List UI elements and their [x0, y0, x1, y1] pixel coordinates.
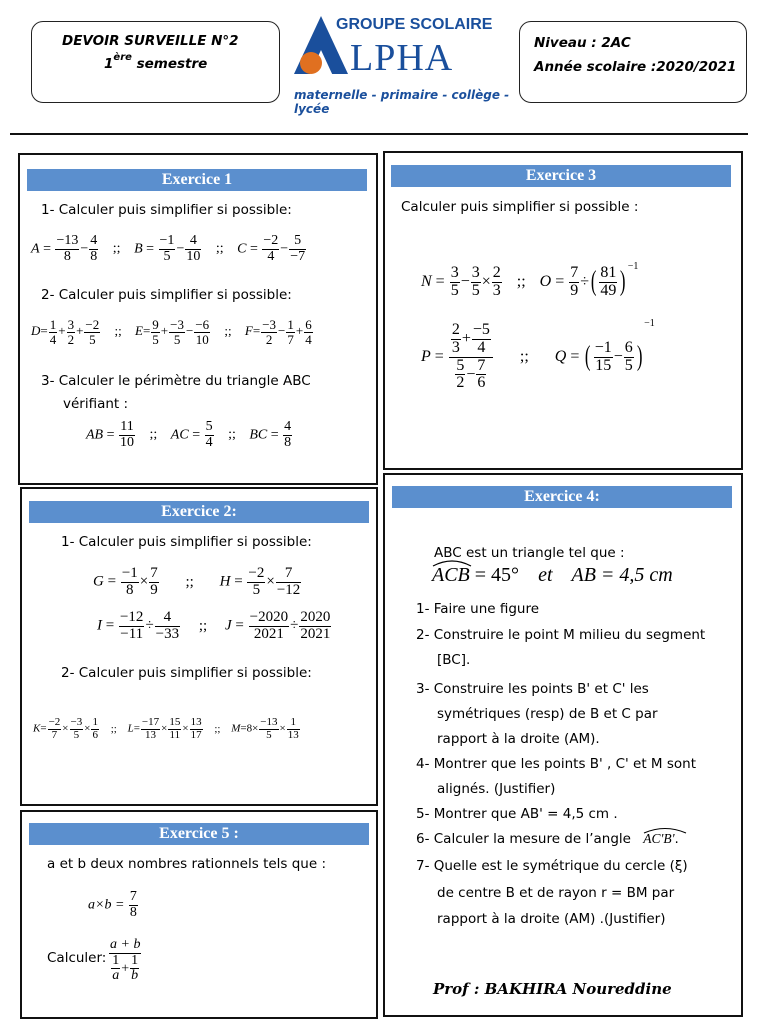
ex4-item-2b: [BC]. — [437, 652, 471, 668]
ex2-q1: 1- Calculer puis simplifier si possible: — [61, 534, 312, 550]
exercise-4-title: Exercice 4: — [392, 486, 732, 508]
ex4-given: ACB = 45° et AB = 4,5 cm — [432, 564, 673, 587]
header-divider — [10, 133, 748, 135]
ex1-row-sides: AB = $\frac{11}{10}$ ;; AC = $\frac{5}{4}$ ;; BC = $\frac{4}{8}$ — [86, 419, 292, 450]
header-left-box — [31, 21, 280, 103]
ex1-q2: 2- Calculer puis simplifier si possible: — [41, 287, 292, 303]
ex4-item-7: 7- Quelle est le symétrique du cercle (ξ) — [416, 858, 688, 874]
ex2-q2: 2- Calculer puis simplifier si possible: — [61, 665, 312, 681]
header-annee: Année scolaire :2020/2021 — [534, 59, 737, 75]
angle-hat-icon-2 — [643, 827, 687, 834]
ex1-row-def: D= $\frac{1}{4}$ + $\frac{3}{2}$ + $\frac{-2}{5}$ ;; E= $\frac{9}{5}$ + $\frac{-3}{5}$ − $\frac{-6}{10}$ ;; F= $\frac{-3}{2}$ − $\frac{1}{7}$ + $\frac{6}{4}$ — [31, 317, 312, 347]
ex2-row-gh: G = $\frac{-1}{8}$ × $\frac{7}{9}$ ;; H = $\frac{-2}{5}$ × $\frac{7}{-12}$ — [93, 565, 301, 598]
ex5-expression: a + b $\frac{1}{a}$ + $\frac{1}{b}$ — [110, 937, 141, 984]
ex2-row-klm: K= $\frac{-2}{7}$ × $\frac{-3}{5}$ × $\frac{1}{6}$ ;; L= $\frac{-17}{13}$ × $\frac{15}{11}$ × $\frac{13}{17}$ ;; M=8× $\frac{-13}{5}$ × $\frac{1}{13}$ — [33, 716, 299, 741]
exercise-2-title: Exercice 2: — [29, 501, 369, 523]
ex3-row-no: N = $\frac{3}{5}$ − $\frac{3}{5}$ × $\frac{2}{3}$ ;; O = $\frac{7}{9}$ ÷( $\frac{81}{49}$ ) $^{-1}$ — [421, 261, 639, 299]
exercise-5-title: Exercice 5 : — [29, 823, 369, 845]
ex4-item-6: 6- Calculer la mesure de l’angle AC'B' . — [416, 831, 679, 847]
header-right-box — [519, 21, 747, 103]
header-niveau: Niveau : 2AC — [534, 35, 631, 51]
ex4-item-7c: rapport à la droite (AM) .(Justifier) — [437, 911, 666, 927]
ex4-intro: ABC est un triangle tel que : — [434, 545, 625, 561]
header-semester: 1ère semestre — [104, 52, 208, 72]
ex1-q3-line1: 3- Calculer le périmètre du triangle ABC — [41, 373, 311, 389]
school-logo — [292, 12, 512, 116]
logo-name: LPHA — [350, 37, 454, 79]
exercise-3-title: Exercice 3 — [391, 165, 731, 187]
ex5-calc-label: Calculer: — [47, 950, 107, 966]
ex1-q3-line2: vérifiant : — [63, 396, 129, 412]
ex4-item-2: 2- Construire le point M milieu du segment — [416, 627, 706, 643]
ex4-item-3b: symétriques (resp) de B et C par — [437, 706, 658, 722]
header-title: DEVOIR SURVEILLE N°2 — [62, 33, 239, 49]
logo-dot — [300, 52, 322, 74]
ex3-row-pq: P = $\frac{2}{3}$ + $\frac{-5}{4}$ $\frac{5}{2}$ − $\frac{7}{6}$ ;; Q = ( $\frac{-1}{15}$ − $\frac{6}{5}$ )$^{-1}$ — [421, 318, 655, 392]
logo-top-text: GROUPE SCOLAIRE — [336, 16, 493, 33]
teacher-signature: Prof : BAKHIRA Noureddine — [433, 980, 672, 998]
ex2-row-ij: I = $\frac{-12}{-11}$ ÷ $\frac{4}{-33}$ ;; J = $\frac{-2020}{2021}$ ÷ $\frac{2020}{2021}$ — [97, 609, 331, 642]
ex4-item-4b: alignés. (Justifier) — [437, 781, 556, 797]
ex4-item-3c: rapport à la droite (AM). — [437, 731, 600, 747]
ex1-row-abc: A = $\frac{-13}{8}$ − $\frac{4}{8}$ ;; B = $\frac{-1}{5}$ − $\frac{4}{10}$ ;; C = $\frac{-2}{4}$ − $\frac{5}{-7}$ — [31, 233, 306, 264]
ex5-product: a×b = $\frac{7}{8}$ — [88, 889, 137, 920]
ex4-item-7b: de centre B et de rayon r = BM par — [437, 885, 675, 901]
ex3-intro: Calculer puis simplifier si possible : — [401, 199, 639, 215]
angle-hat-icon — [432, 559, 472, 567]
ex4-item-3: 3- Construire les points B' et C' les — [416, 681, 649, 697]
ex4-item-1: 1- Faire une figure — [416, 601, 540, 617]
ex5-intro: a et b deux nombres rationnels tels que : — [47, 856, 327, 872]
ex4-item-5: 5- Montrer que AB' = 4,5 cm . — [416, 806, 618, 822]
logo-tagline: maternelle - primaire - collège - lycée — [294, 88, 510, 116]
ex1-q1: 1- Calculer puis simplifier si possible: — [41, 202, 292, 218]
exercise-1-title: Exercice 1 — [27, 169, 367, 191]
ex4-item-4: 4- Montrer que les points B' , C' et M sont — [416, 756, 697, 772]
